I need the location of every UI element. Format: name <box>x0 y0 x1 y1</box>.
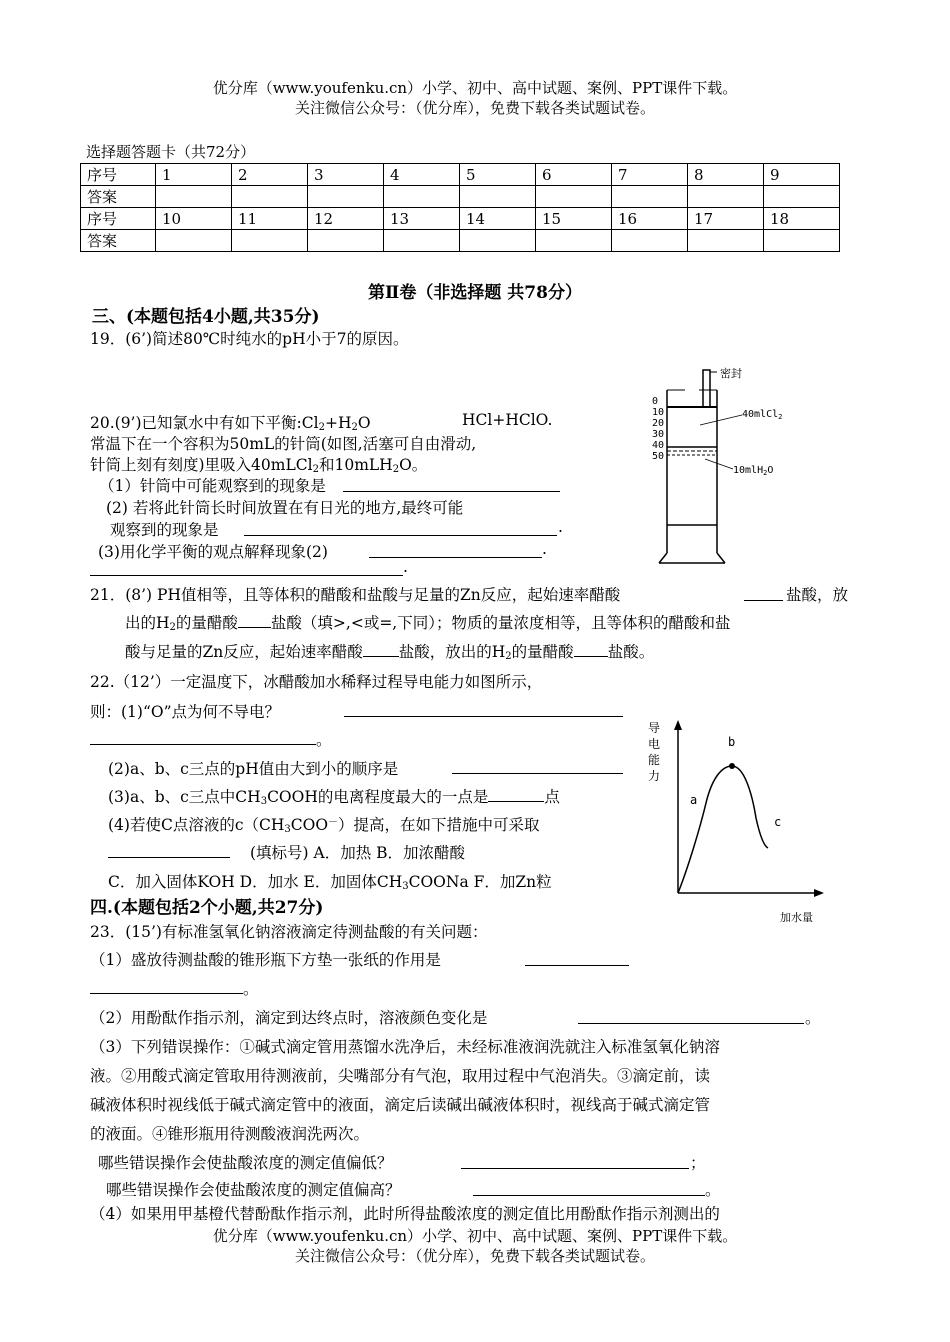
q23-part-3-q2: 哪些错误操作会使盐酸浓度的测定值偏高？ <box>106 1181 401 1199</box>
row-label: 答案 <box>81 186 156 208</box>
row-label: 序号 <box>81 208 156 230</box>
q23-part-2: （2）用酚酞作指示剂，滴定到达终点时，溶液颜色变化是 <box>90 1009 488 1027</box>
table-cell: 6 <box>536 164 612 186</box>
row-label: 答案 <box>81 230 156 252</box>
q23-part-1: （1）盛放待测盐酸的锥形瓶下方垫一张纸的作用是 <box>90 951 441 969</box>
table-cell: 12 <box>308 208 384 230</box>
q22-part-4-options: (填标号) A．加热 B．加浓醋酸 <box>250 844 466 862</box>
footer-line-1: 优分库（www.youfenku.cn）小学、初中、高中试题、案例、PPT课件下载。 <box>212 1227 738 1245</box>
table-cell: 5 <box>460 164 536 186</box>
q22-part-3: (3)a、b、c三点中$CH_3COOH$的电离程度最大的一点是 点 <box>108 788 560 807</box>
answer-cell[interactable] <box>612 230 688 252</box>
q23-part-3-q1-end: ； <box>690 1154 706 1172</box>
answer-blank[interactable] <box>108 857 230 858</box>
q20-part-3: (3)用化学平衡的观点解释现象(2) <box>98 543 328 561</box>
q23-part-3-line-4: 的液面。④锥形瓶用待测酸液润洗两次。 <box>90 1125 370 1143</box>
answer-cell[interactable] <box>460 186 536 208</box>
table-cell: 4 <box>384 164 460 186</box>
q20-part-2b-end: . <box>558 518 563 536</box>
q23-part-3-q1: 哪些错误操作会使盐酸浓度的测定值偏低？ <box>98 1154 393 1172</box>
y-axis-label: 电 <box>648 737 661 751</box>
y-axis-label: 能 <box>648 753 661 767</box>
q22-part-4: (4)若使C点溶液的$c(CH_3COO^-)$提高，在如下措施中可采取 <box>108 816 540 835</box>
table-cell: 11 <box>232 208 308 230</box>
answer-cell[interactable] <box>536 186 612 208</box>
table-cell: 13 <box>384 208 460 230</box>
scale-label: 40 <box>652 440 665 451</box>
table-cell: 10 <box>156 208 232 230</box>
q21-line-1-end: 盐酸，放 <box>786 586 849 604</box>
table-cell: 9 <box>764 164 840 186</box>
answer-blank[interactable] <box>744 600 783 601</box>
answer-card-title: 选择题答题卡（共72分） <box>86 143 256 161</box>
q23-part-3-line-3: 碱液体积时视线低于碱式滴定管中的液面，滴定后读碱出碱液体积时，视线高于碱式滴定管 <box>90 1096 711 1114</box>
answer-cell[interactable] <box>232 230 308 252</box>
q20-part-3-end: . <box>542 540 547 558</box>
answer-cell[interactable] <box>384 230 460 252</box>
answer-card-table <box>80 163 840 252</box>
table-row <box>81 186 840 208</box>
label-sealed: 密封 <box>720 367 742 380</box>
header-line-2: 关注微信公众号：（优分库），免费下载各类试题试卷。 <box>294 99 655 117</box>
answer-blank[interactable] <box>244 535 557 536</box>
table-cell: 8 <box>688 164 764 186</box>
answer-blank[interactable] <box>369 557 542 558</box>
q22-part-1: 则：(1)“O”点为何不导电？ <box>90 703 281 721</box>
table-row <box>81 230 840 252</box>
answer-cell[interactable] <box>688 230 764 252</box>
q21-line-1: 21．(8’) PH值相等，且等体积的醋酸和盐酸与足量的Zn反应，起始速率醋酸 <box>90 586 621 604</box>
q20-part-2b: 观察到的现象是 <box>110 521 219 539</box>
conductivity-graph <box>640 718 840 933</box>
table-cell: 18 <box>764 208 840 230</box>
scale-label: 50 <box>652 451 665 462</box>
answer-cell[interactable] <box>612 186 688 208</box>
q23-part-3-line-2: 液。②用酸式滴定管取用待测液前，尖嘴部分有气泡，取用过程中气泡消失。③滴定前，读 <box>90 1067 711 1085</box>
q22-part-2: (2)a、b、c三点的pH值由大到小的顺序是 <box>108 760 399 778</box>
row-label: 序号 <box>81 164 156 186</box>
answer-cell[interactable] <box>308 186 384 208</box>
answer-cell[interactable] <box>460 230 536 252</box>
section4-title: 四.(本题包括2个小题,共27分) <box>90 898 324 918</box>
answer-cell[interactable] <box>764 186 840 208</box>
scale-label: 20 <box>652 418 665 429</box>
q23-part-1-end: 。 <box>243 980 259 998</box>
answer-cell[interactable] <box>384 186 460 208</box>
table-cell: 7 <box>612 164 688 186</box>
answer-blank[interactable] <box>344 716 623 717</box>
q20-part-1: （1）针筒中可能观察到的现象是 <box>99 477 326 495</box>
table-row <box>81 208 840 230</box>
q22-part-4-options-2: C．加入固体KOH D．加水 E．加固体$CH_3COONa$ F．加Zn粒 <box>108 873 552 892</box>
label-cl2: 40mlCl$_2$ <box>742 409 783 421</box>
q23-part-3-line-1: （3）下列错误操作：①碱式滴定管用蒸馏水洗净后，未经标准液润洗就注入标准氢氧化钠溶 <box>90 1038 720 1056</box>
answer-cell[interactable] <box>688 186 764 208</box>
scale-label: 0 <box>652 396 659 407</box>
answer-cell[interactable] <box>232 186 308 208</box>
q20-part-3-tail: . <box>403 558 408 576</box>
answer-cell[interactable] <box>536 230 612 252</box>
x-axis-label: 加水量 <box>780 911 813 924</box>
table-cell: 17 <box>688 208 764 230</box>
answer-blank[interactable] <box>473 1195 705 1196</box>
q20-part-2a: (2) 若将此针筒长时间放置在有日光的地方,最终可能 <box>106 499 464 517</box>
table-cell: 1 <box>156 164 232 186</box>
table-row <box>81 164 840 186</box>
q23-part-2-end: 。 <box>805 1009 821 1027</box>
label-h2o: 10mlH$_2$O <box>733 465 774 477</box>
q20-intro: 20.(9’)已知氯水中有如下平衡$:Cl_2+H_2O$ <box>90 414 371 433</box>
q21-line-3: 酸与足量的Zn反应，起始速率醋酸 盐酸，放出的$H_2$的量醋酸 盐酸。 <box>125 643 655 662</box>
answer-blank[interactable] <box>90 575 403 576</box>
point-label-c: c <box>774 815 782 829</box>
q22-part-1-end: 。 <box>316 731 332 749</box>
header-line-1: 优分库（www.youfenku.cn）小学、初中、高中试题、案例、PPT课件下载。 <box>212 79 738 97</box>
answer-blank[interactable] <box>578 1023 804 1024</box>
answer-cell[interactable] <box>156 186 232 208</box>
section3-title: 三、(本题包括4小题,共35分) <box>92 307 320 327</box>
scale-label: 10 <box>652 407 665 418</box>
footer-line-2: 关注微信公众号：（优分库），免费下载各类试题试卷。 <box>294 1247 655 1265</box>
question-19: 19．(6’)简述80℃时纯水的pH小于7的原因。 <box>90 330 409 348</box>
q23-part-4: （4）如果用甲基橙代替酚酞作指示剂，此时所得盐酸浓度的测定值比用酚酞作指示剂测出的 <box>90 1205 720 1223</box>
q20-line-2: 常温下在一个容积为50mL的针筒(如图,活塞可自由滑动, <box>90 435 477 453</box>
answer-blank[interactable] <box>452 773 623 774</box>
point-label-b: b <box>728 735 736 749</box>
q23-line-1: 23．(15’)有标准氢氧化钠溶液滴定待测盐酸的有关问题： <box>90 923 488 941</box>
answer-cell[interactable] <box>156 230 232 252</box>
q22-line-1: 22.（12’）一定温度下，冰醋酸加水稀释过程导电能力如图所示， <box>90 673 543 691</box>
q20-line-3: 针筒上刻有刻度)里吸入40mLCl$_2$和10mLH$_2$O。 <box>90 456 428 475</box>
answer-blank[interactable] <box>90 744 316 745</box>
syringe-figure <box>645 365 805 570</box>
table-cell: 15 <box>536 208 612 230</box>
y-axis-label: 导 <box>648 721 661 735</box>
answer-cell[interactable] <box>308 230 384 252</box>
part2-title: 第Ⅱ卷（非选择题 共78分） <box>368 283 582 303</box>
answer-blank[interactable] <box>90 993 243 994</box>
answer-blank[interactable] <box>343 491 560 492</box>
q23-part-3-q2-end: 。 <box>705 1181 721 1199</box>
table-cell: 3 <box>308 164 384 186</box>
answer-cell[interactable] <box>764 230 840 252</box>
answer-blank[interactable] <box>461 1168 689 1169</box>
scale-label: 30 <box>652 429 665 440</box>
table-cell: 14 <box>460 208 536 230</box>
table-cell: 16 <box>612 208 688 230</box>
point-label-a: a <box>690 793 698 807</box>
q20-equilibrium-products: HCl+HClO. <box>462 411 553 429</box>
q21-line-2: 出的$H_2$的量醋酸 盐酸（填>,<或=,下同）；物质的量浓度相等，且等体积的醋酸和盐 <box>125 614 731 633</box>
y-axis-label: 力 <box>648 769 661 783</box>
answer-blank[interactable] <box>525 965 629 966</box>
table-cell: 2 <box>232 164 308 186</box>
